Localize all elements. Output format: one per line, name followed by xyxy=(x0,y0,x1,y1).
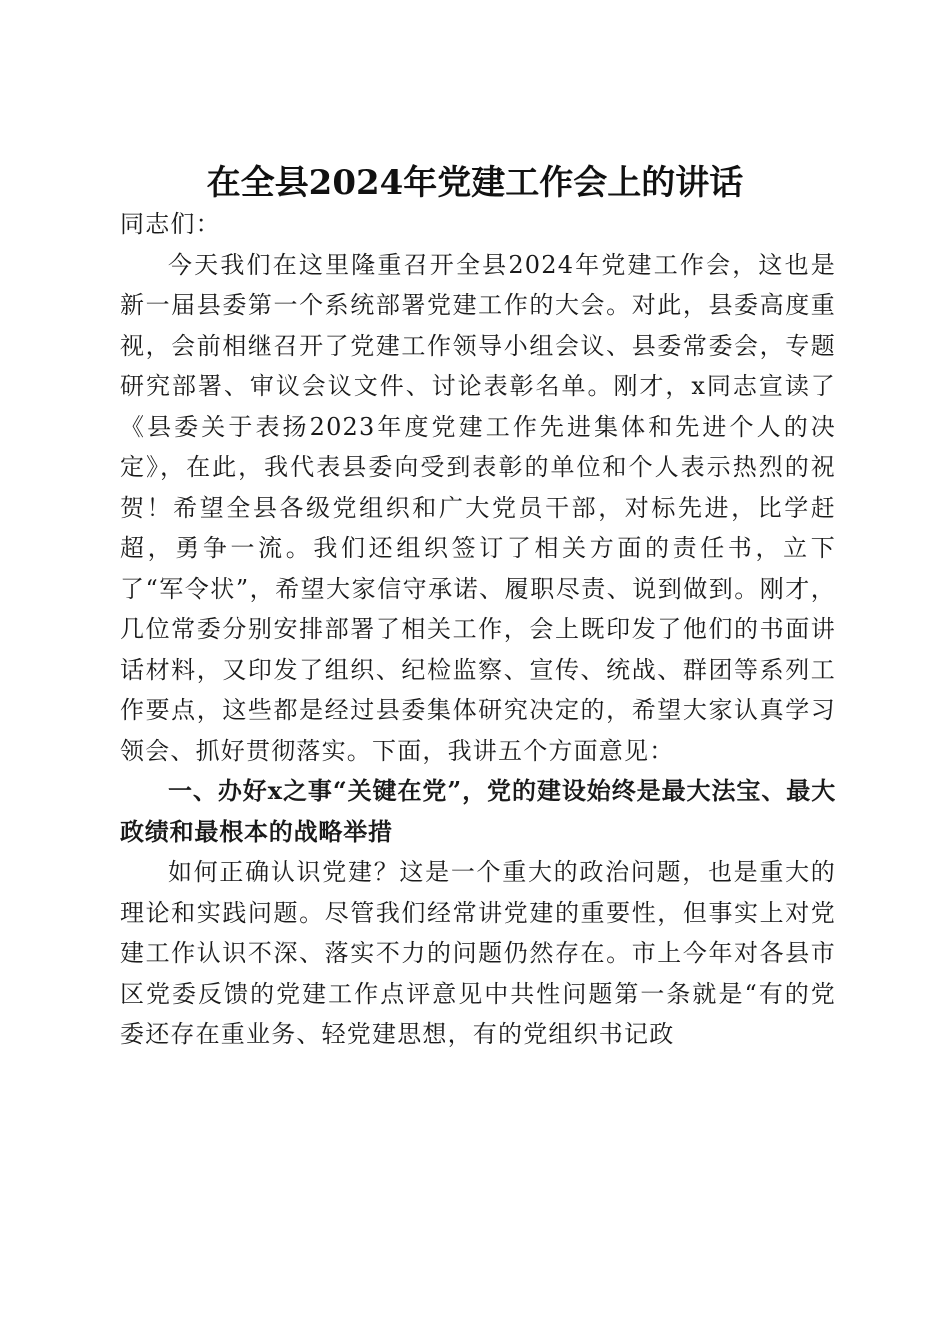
section-1-paragraph: 如何正确认识党建？这是一个重大的政治问题，也是重大的理论和实践问题。尽管我们经常讲党建的重要性，但事实上对党建工作认识不深、落实不力的问题仍然存在。市上今年对各县市区党委反馈的党建工作点评意见中共性问题第一条就是“有的党委还存在重业务、轻党建思想，有的党组织书记政 xyxy=(120,858,836,1048)
document-body xyxy=(120,204,836,1055)
document-title: 在全县2024年党建工作会上的讲话 xyxy=(206,162,744,203)
salutation: 同志们： xyxy=(120,210,221,238)
section-heading-1: 一、办好x之事“关键在党”，党的建设始终是最大法宝、最大政绩和最根本的战略举措 xyxy=(120,776,836,846)
opening-paragraph: 今天我们在这里隆重召开全县2024年党建工作会，这也是新一届县委第一个系统部署党建工作的大会。对此，县委高度重视，会前相继召开了党建工作领导小组会议、县委常委会，专题研究部署、审议会议文件、讨论表彰名单。刚才，x同志宣读了《县委关于表扬2023年度党建工作先进集体和先进个人的决定》，在此，我代表县委向受到表彰的单位和个人表示热烈的祝贺！希望全县各级党组织和广大党员干部，对标先进，比学赶超，勇争一流。我们还组织签订了相关方面的责任书，立下了“军令状”，希望大家信守承诺、履职尽责、说到做到。刚才，几位常委分别安排部署了相关工作，会上既印发了他们的书面讲话材料，又印发了组织、纪检监察、宣传、统战、群团等系列工作要点，这些都是经过县委集体研究决定的，希望大家认真学习领会、抓好贯彻落实。下面，我讲五个方面意见： xyxy=(120,250,836,765)
